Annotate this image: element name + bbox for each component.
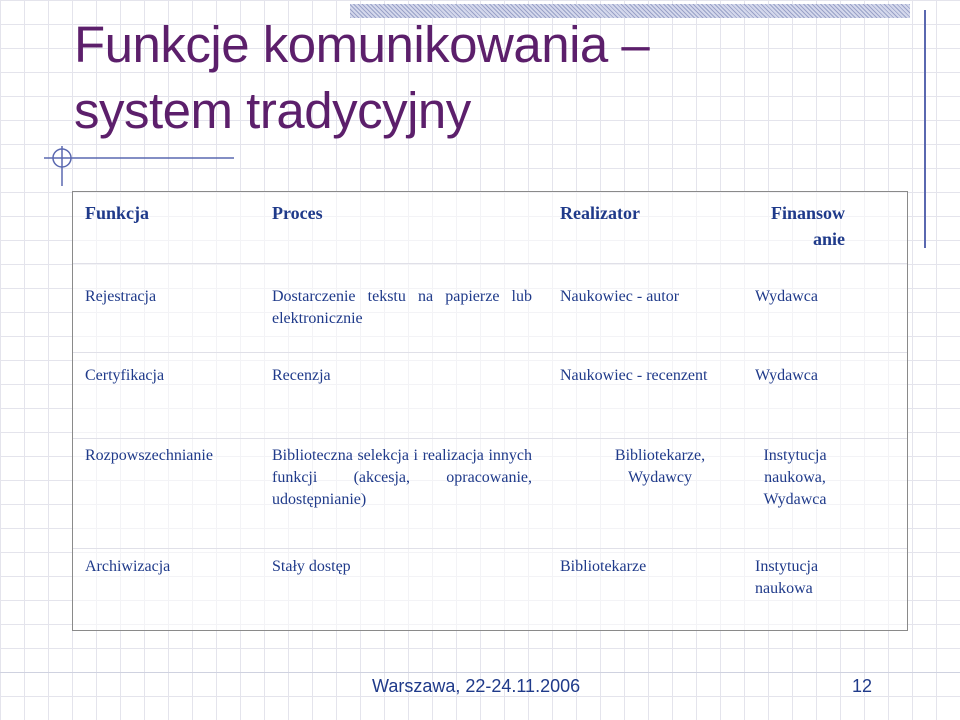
cell-realizator: Naukowiec - autor	[560, 288, 680, 305]
slide-title-line-1: Funkcje komunikowania –	[74, 16, 650, 73]
cell-proces: Stały dostęp	[272, 558, 351, 575]
page-number: 12	[852, 676, 873, 696]
header-finansowanie-line-2: anie	[812, 229, 845, 249]
cell-funkcja: Rejestracja	[85, 288, 157, 305]
cell-finansowanie: Instytucja naukowa	[755, 558, 819, 597]
cell-funkcja: Archiwizacja	[85, 558, 171, 575]
crosshair-decoration	[44, 146, 244, 186]
row-separator	[73, 263, 907, 264]
cell-proces: Recenzja	[272, 367, 331, 384]
cell-funkcja: Rozpowszechnianie	[85, 447, 213, 464]
header-proces: Proces	[272, 203, 323, 223]
footer-divider	[0, 672, 960, 673]
cell-finansowanie: Wydawca	[755, 288, 818, 305]
footer-location-date: Warszawa, 22-24.11.2006	[372, 676, 581, 696]
right-accent-line	[924, 10, 926, 248]
cell-finansowanie: Wydawca	[755, 367, 818, 384]
cell-finansowanie: Instytucja naukowa, Wydawca	[763, 447, 827, 508]
slide-title-line-2: system tradycyjny	[74, 82, 471, 139]
cell-proces: Biblioteczna selekcja i realizacja innych funkcji (akcesja, opracowanie, udostępnianie)	[272, 447, 532, 508]
functions-table	[72, 191, 908, 631]
header-finansowanie	[755, 200, 845, 252]
row-separator	[73, 438, 907, 439]
cell-realizator: Bibliotekarze	[560, 558, 647, 575]
header-funkcja: Funkcja	[85, 203, 150, 223]
slide-title	[74, 12, 774, 144]
header-realizator: Realizator	[560, 203, 640, 223]
header-finansowanie-line-1: Finansow	[770, 203, 845, 223]
row-separator	[73, 548, 907, 549]
cell-realizator: Naukowiec - recenzent	[560, 367, 708, 384]
cell-realizator: Bibliotekarze, Wydawcy	[614, 447, 706, 486]
row-separator	[73, 352, 907, 353]
cell-funkcja: Certyfikacja	[85, 367, 165, 384]
cell-proces: Dostarczenie tekstu na papierze lub elektronicznie	[272, 288, 532, 327]
